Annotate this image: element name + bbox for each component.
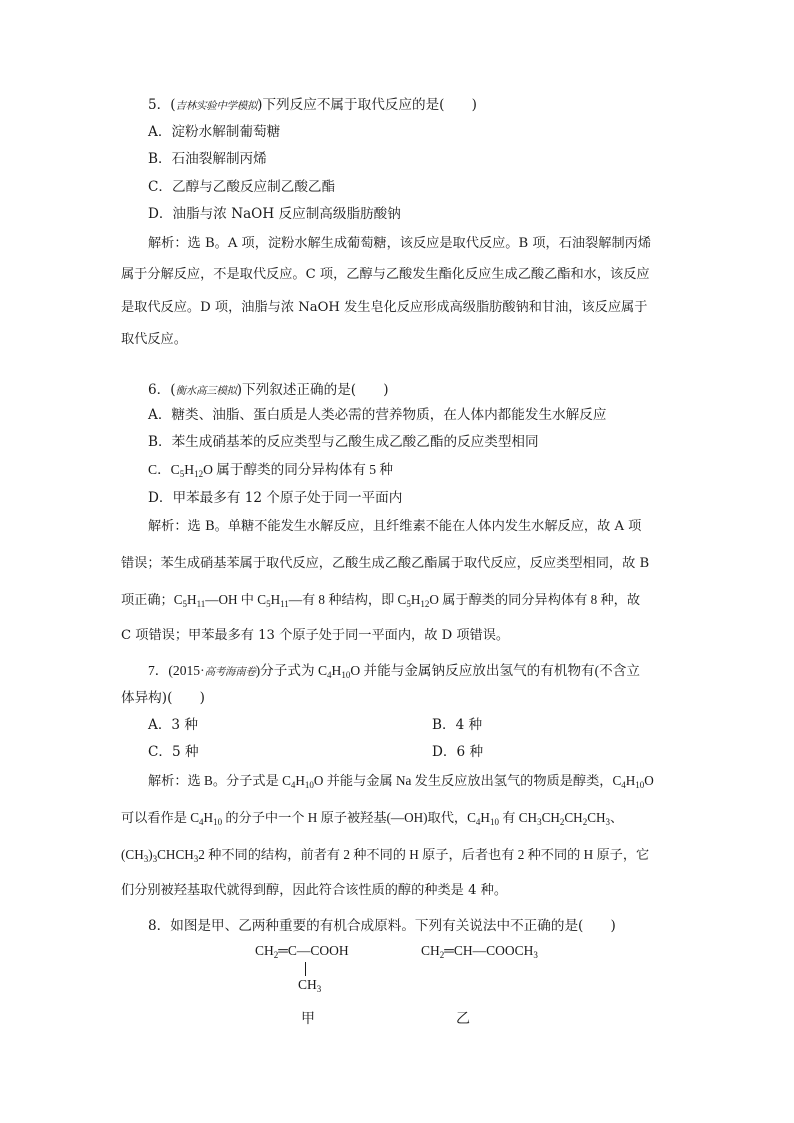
q7-source: 高考海南卷 — [204, 667, 256, 678]
q7-analysis-line-4: 们分别被羟基取代就得到醇，因此符合该性质的醇的种类是 4 种。 — [121, 883, 508, 898]
q6-option-b: B．苯生成硝基苯的反应类型与乙酸生成乙酸乙酯的反应类型相同 — [148, 434, 539, 450]
q6-source: 衡水高三模拟 — [175, 385, 237, 397]
q6-analysis-line-4: C 项错误；甲苯最多有 13 个原子处于同一平面内，故 D 项错误。 — [121, 628, 510, 643]
q5-analysis-line-4: 取代反应。 — [121, 332, 187, 347]
q5-analysis-line-1: 解析：选 B。A 项，淀粉水解生成葡萄糖，该反应是取代反应。B 项，石油裂解制丙烯 — [148, 236, 652, 251]
q6-analysis-line-2: 错误；苯生成硝基苯属于取代反应，乙酸生成乙酸乙酯属于取代反应，反应类型相同，故 B — [121, 556, 650, 571]
structure-jia-methyl: $CH_3$ — [298, 977, 322, 994]
q8-stem: 8．如图是甲、乙两种重要的有机合成原料。下列有关说法中不正确的是( ) — [148, 918, 616, 934]
q7-analysis-line-3: $(CH_3)_3CHCH_32$ 种不同的结构，前者有 2 种不同的 H 原子，后者也有 2 种不同的 H 原子，它 — [121, 847, 650, 864]
q6-option-d: D．甲苯最多有 12 个原子处于同一平面内 — [148, 490, 403, 506]
q5-stem: 5．(吉林实验中学模拟)下列反应不属于取代反应的是( ) — [148, 97, 477, 113]
q5-option-c: C．乙醇与乙酸反应制乙酸乙酯 — [148, 179, 336, 195]
q7-stem-line-2: 体异构)( ) — [121, 690, 205, 706]
q7-option-b: B．4 种 — [432, 717, 483, 733]
structure-yi-formula: $CH_2═CH—COOCH_3$ — [421, 943, 538, 960]
q6-option-c: C．$C_5H_{12}O$ 属于醇类的同分异构体有 5 种 — [148, 462, 393, 479]
q5-analysis-line-2: 属于分解反应，不是取代反应。C 项，乙醇与乙酸发生酯化反应生成乙酸乙酯和水，该反应 — [121, 267, 650, 282]
q5-option-a: A．淀粉水解制葡萄糖 — [148, 124, 281, 140]
q7-stem-line-1: 7．(2015·高考海南卷)分子式为 $C_4H_{10}O$ 并能与金属钠反应放出氢气的有机物有(不含立 — [148, 663, 640, 680]
q7-option-c: C．5 种 — [148, 744, 199, 760]
label-yi: 乙 — [456, 1011, 470, 1027]
q7-option-a: A．3 种 — [148, 717, 198, 733]
q7-analysis-line-2: 可以看作是 $C_4H_{10}$ 的分子中一个 H 原子被羟基(—OH)取代，$C_4H_{10}$ 有 $CH_3CH_2CH_2CH_3$、 — [121, 810, 624, 827]
q6-analysis-line-3: 项正确；$C_5H_{11}—OH$ 中 $C_5H_{11}—$有 8 种结构，即 $C_5H_{12}O$ 属于醇类的同分异构体有 8 种，故 — [121, 592, 641, 609]
structure-jia-single-bond — [305, 962, 306, 976]
q5-option-b: B．石油裂解制丙烯 — [148, 151, 267, 167]
q7-analysis-line-1: 解析：选 B。分子式是 $C_4H_{10}O$ 并能与金属 Na 发生反应放出氢气的物质是醇类，$C_4H_{10}O$ — [148, 773, 654, 790]
q6-option-a: A．糖类、油脂、蛋白质是人类必需的营养物质，在人体内都能发生水解反应 — [148, 407, 607, 423]
q6-analysis-line-1: 解析：选 B。单糖不能发生水解反应，且纤维素不能在人体内发生水解反应，故 A 项 — [148, 519, 642, 534]
q5-analysis-line-3: 是取代反应。D 项，油脂与浓 NaOH 发生皂化反应形成高级脂肪酸钠和甘油，该反应属于 — [121, 300, 648, 315]
q5-source: 吉林实验中学模拟 — [175, 100, 258, 112]
label-jia: 甲 — [301, 1011, 315, 1027]
q6-stem: 6．(衡水高三模拟)下列叙述正确的是( ) — [148, 382, 389, 398]
q5-option-d: D．油脂与浓 NaOH 反应制高级脂肪酸钠 — [148, 206, 401, 222]
structure-jia-formula: $CH_2═C—COOH$ — [255, 943, 349, 960]
q7-option-d: D．6 种 — [432, 744, 484, 760]
